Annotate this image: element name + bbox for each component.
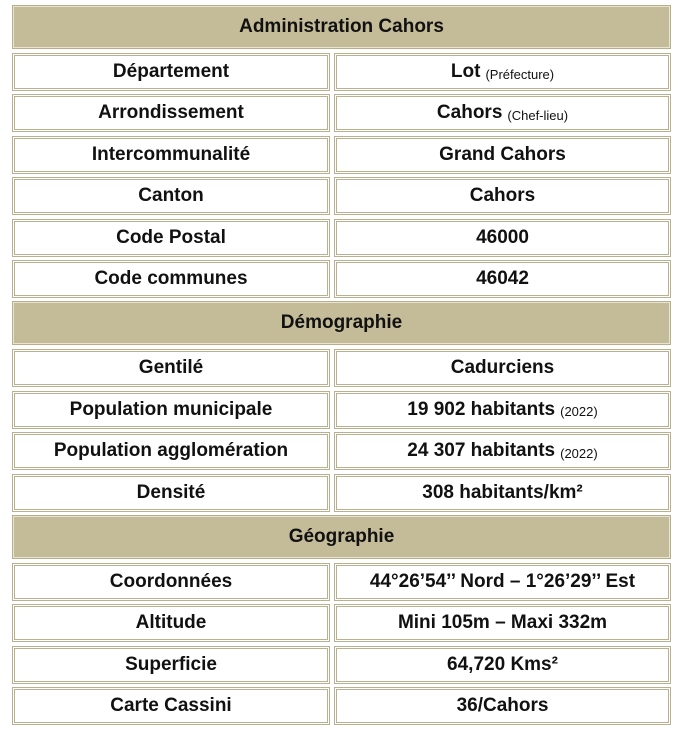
table-row	[12, 94, 671, 132]
info-table	[12, 5, 671, 728]
table-row	[12, 687, 671, 725]
table-row	[12, 391, 671, 429]
row-value-cell	[334, 260, 671, 298]
row-value-cell	[334, 349, 671, 387]
row-value-cell	[334, 94, 671, 132]
row-note: (Chef-lieu)	[507, 107, 569, 123]
row-value-cell	[334, 136, 671, 174]
table-row	[12, 563, 671, 601]
row-label: Population agglomération	[12, 432, 330, 470]
row-value-cell	[334, 563, 671, 601]
row-label: Carte Cassini	[12, 687, 330, 725]
row-value-cell	[334, 219, 671, 257]
table-row	[12, 177, 671, 215]
row-note: (Préfecture)	[485, 66, 555, 82]
row-value-cell	[334, 432, 671, 470]
table-row	[12, 432, 671, 470]
row-label: Coordonnées	[12, 563, 330, 601]
table-row	[12, 53, 671, 91]
row-value: Cadurciens	[450, 357, 555, 379]
row-note: (2022)	[560, 445, 598, 461]
row-label: Code Postal	[12, 219, 330, 257]
row-value: 24 307 habitants	[407, 440, 556, 462]
row-value: 64,720 Kms²	[447, 653, 558, 675]
row-value: Lot	[450, 61, 481, 82]
table-row	[12, 604, 671, 642]
table-row	[12, 474, 671, 512]
row-value: 46000	[476, 226, 529, 248]
row-value: Mini 105m – Maxi 332m	[397, 612, 608, 634]
row-value: 46042	[476, 267, 529, 289]
row-value: 19 902 habitants	[407, 398, 556, 420]
row-value: Cahors	[436, 102, 503, 124]
table-row	[12, 646, 671, 684]
row-value-cell	[334, 53, 671, 91]
row-label: Département	[12, 53, 330, 91]
table-row	[12, 219, 671, 257]
row-label: Altitude	[12, 604, 330, 642]
row-value-cell	[334, 177, 671, 215]
row-value: 44°26’54’’ Nord – 1°26’29’’ Est	[369, 570, 636, 592]
row-value: Cahors	[469, 185, 536, 207]
table-row	[12, 260, 671, 298]
row-label: Intercommunalité	[12, 136, 330, 174]
row-label: Gentilé	[12, 349, 330, 387]
row-label: Canton	[12, 177, 330, 215]
row-value: 308 habitants/km²	[422, 481, 583, 503]
section-header: Géographie	[12, 515, 671, 559]
row-value-cell	[334, 391, 671, 429]
row-label: Arrondissement	[12, 94, 330, 132]
table-row	[12, 136, 671, 174]
row-value-cell	[334, 687, 671, 725]
section-header: Administration Cahors	[12, 5, 671, 49]
row-label: Superficie	[12, 646, 330, 684]
row-value: 36/Cahors	[456, 695, 549, 717]
row-value-cell	[334, 604, 671, 642]
row-value: Grand Cahors	[439, 143, 566, 165]
row-value-cell	[334, 646, 671, 684]
row-label: Code communes	[12, 260, 330, 298]
section-header: Démographie	[12, 301, 671, 345]
row-value-cell	[334, 474, 671, 512]
row-label: Densité	[12, 474, 330, 512]
row-label: Population municipale	[12, 391, 330, 429]
table-row	[12, 349, 671, 387]
row-note: (2022)	[560, 404, 598, 420]
